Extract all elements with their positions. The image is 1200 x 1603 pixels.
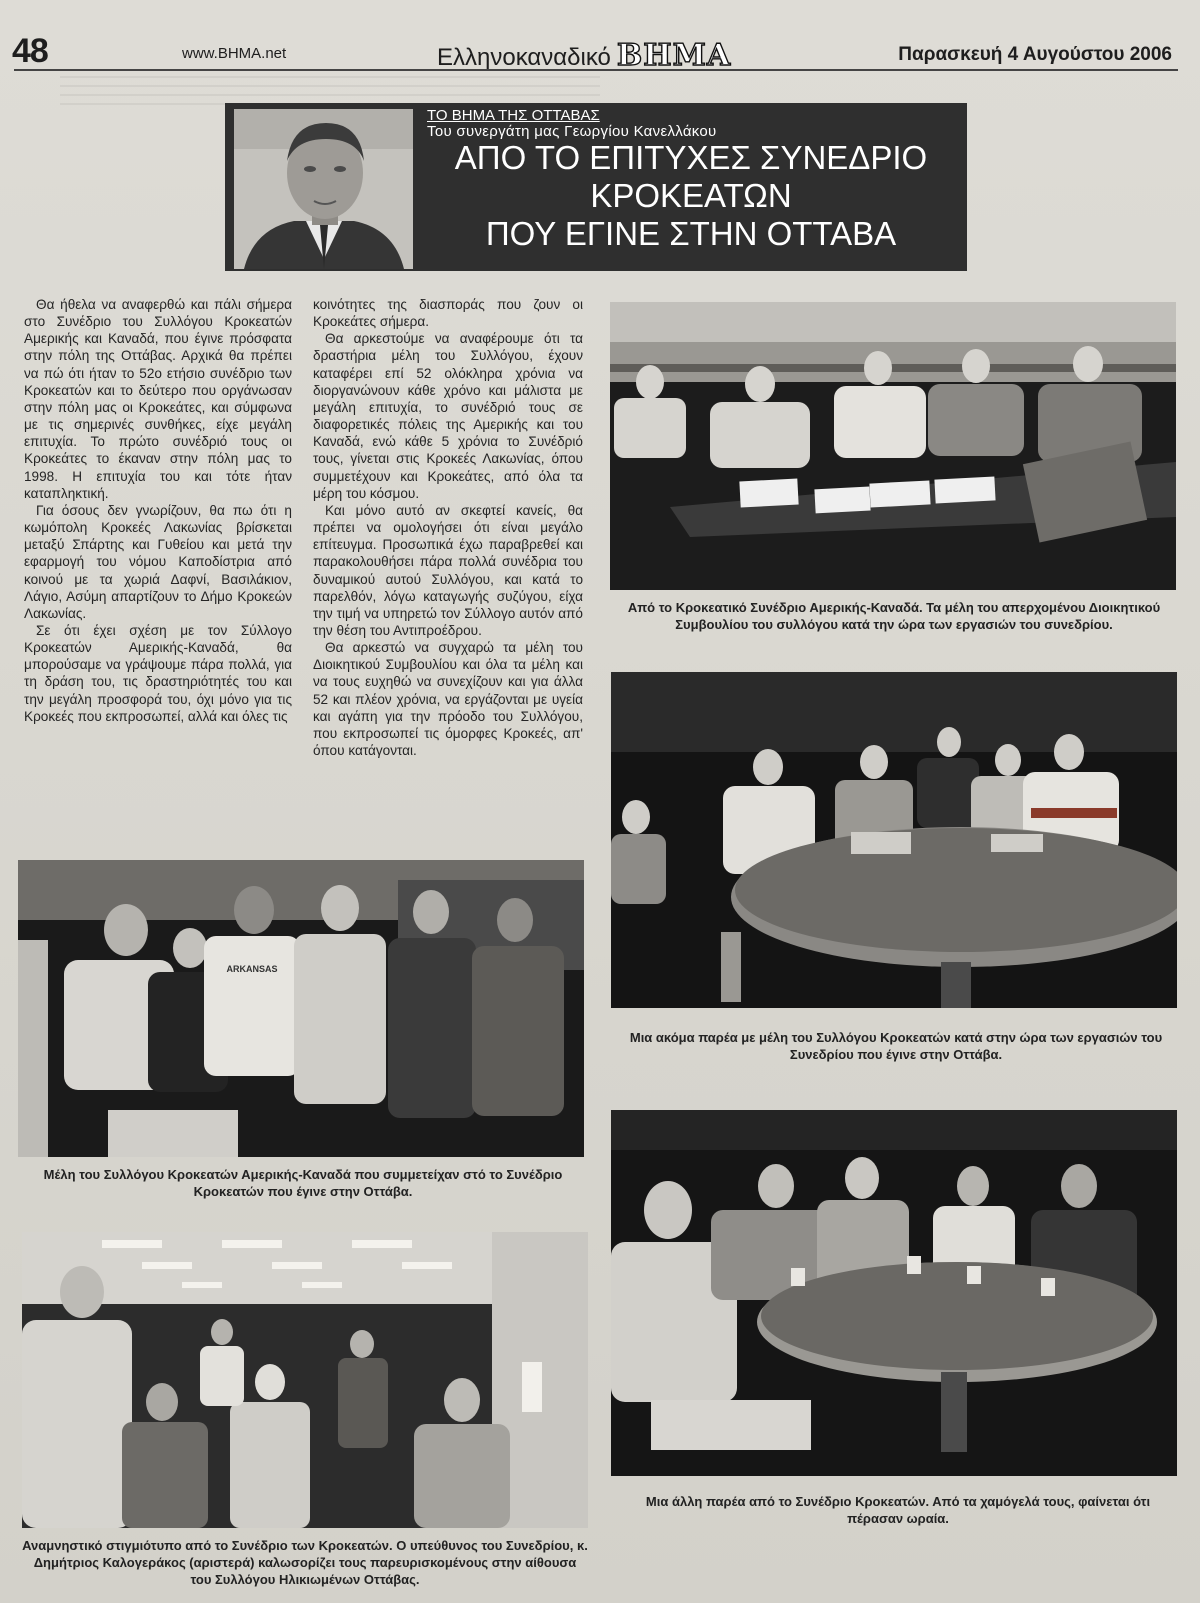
photo-caption: Μέλη του Συλλόγου Κροκεατών Αμερικής-Καναδά που συμμετείχαν στό το Συνέδριο Κροκεατών που έγινε στην Οττάβα. [43, 1167, 563, 1199]
author-portrait [234, 109, 413, 269]
article-paragraph: Θα ήθελα να αναφερθώ και πάλι σήμερα στο Συνέδριο του Συλλόγου Κροκεατών Αμερικής και Καναδά, που έγινε πρόσφατα στην πόλη της Οττάβας. Αρχικά θα πρέπει να πώ ότι ήταν το 52ο ετήσιο συνέδριο των Κροκεατών και το δεύτερο που οργάνωσαν στην πόλη μας οι Κροκεάτες, και σύμφωνα με τις σημερινές συνθήκες, είχε μεγάλη επιτυχία. Το πρώτο συνέδριό τους οι Κροκεάτες το έκαναν στην πόλη μας το 1998. Η επιτυχία του και τότε ήταν καταπληκτική. [24, 297, 292, 501]
photo-group-members [18, 860, 584, 1157]
article-column-2 [313, 296, 583, 759]
headline-line: ΚΡΟΚΕΑΤΩΝ [590, 177, 792, 214]
photo-round-table [611, 672, 1177, 1008]
article-paragraph: Θα αρκεστούμε να αναφέρουμε ότι τα δραστήρια μέλη του Συλλόγου, έχουν καταφέρει επί 52 ολόκληρα χρόνια να διοργανώνουν κάθε χρόνο και μάλιστα με μεγάλη επιτυχία, το συνέδριό τους σε διαφορετικές πόλεις της Αμερικής και του Καναδά, ενώ κάθε 5 χρόνια το Συνέδριό τους, γίνεται στις Κροκεές Λακωνίας, όπου συμμετέχουν και Κροκεάτες, από όλα τα μέρη του κόσμου. [313, 331, 583, 501]
byline: Του συνεργάτη μας Γεωργίου Κανελλάκου [427, 123, 717, 140]
photo-board-members [610, 302, 1176, 590]
headline [415, 139, 967, 253]
photo-caption: Αναμνηστικό στιγμιότυπο από το Συνέδριο των Κροκεατών. Ο υπεύθυνος του Συνεδρίου, κ. Δημήτριος Καλογεράκος (αριστερά) καλωσορίζει τους παρευρισκομένους στην αίθουσα του Συλλόγου Ηλικιωμένων Οττάβας. [22, 1538, 588, 1587]
photo-table-group [611, 1110, 1177, 1476]
photo-caption: Μια ακόμα παρέα με μέλη του Συλλόγου Κροκεατών κατά στην ώρα των εργασιών του Συνεδρίου που έγινε στην Οττάβα. [629, 1030, 1163, 1062]
article-paragraph: κοινότητες της διασποράς που ζουν οι Κροκεάτες σήμερα. [313, 297, 583, 330]
article-paragraph: Θα αρκεστώ να συγχαρώ τα μέλη του Διοικητικού Συμβουλίου και όλα τα μέλη και να τους ευχηθώ να συνεχίζουν και για άλλα 52 και πλέον χρόνια, να εργάζονται με υγεία και αγάπη για την πρόοδο του Συλλόγου, που εκπροσωπεί τις όμορφες Κροκεές, απ' όπου κατάγονται. [313, 640, 583, 759]
column-kicker: ΤΟ ΒΗΜΑ ΤΗΣ ΟΤΤΑΒΑΣ [427, 107, 600, 124]
article-column-1 [24, 296, 292, 725]
issue-date: Παρασκευή 4 Αυγούστου 2006 [898, 44, 1172, 65]
publication-prefix: Ελληνοκαναδικό [437, 44, 611, 71]
website-url: www.BHMA.net [182, 45, 287, 62]
photo-hall-welcome [22, 1232, 588, 1528]
publication-title [437, 38, 731, 73]
headline-line: ΠΟΥ ΕΓΙΝΕ ΣΤΗΝ ΟΤΤΑΒΑ [485, 215, 897, 252]
article-paragraph: Και μόνο αυτό αν σκεφτεί κανείς, θα πρέπει να ομολογήσει ότι είναι μεγάλο επίτευγμα. Προσωπικά έχω παραβρεθεί και παρακολουθήσει πάρα πολλά συνέδρια του δυναμικού αυτού Συλλόγου, και κατά το παρελθόν, λόγω καταγωγής συζύγου, είχα την τιμή να υπηρετώ τον Σύλλογο αυτόν από την θέση του Αντιπροέδρου. [313, 502, 583, 638]
header-rule [14, 69, 1178, 71]
bleed-through-texture [60, 75, 600, 105]
headline-line: ΑΠΟ ΤΟ ΕΠΙΤΥΧΕΣ ΣΥΝΕΔΡΙΟ [454, 139, 928, 176]
article-paragraph: Για όσους δεν γνωρίζουν, θα πω ότι η κωμόπολη Κροκεές Λακωνίας βρίσκεται μεταξύ Σπάρτης και Γυθείου και μετά την εφαρμογή του νόμου Καποδίστρια από κοινού με τα χωριά Δαφνί, Βασιλάκιον, Λάγιο, Ασύμη απαρτίζουν το Δήμο Κροκεών Λακωνίας. [24, 502, 292, 621]
article-banner [225, 103, 967, 271]
page-number: 48 [12, 32, 48, 70]
article-paragraph: Σε ότι έχει σχέση με τον Σύλλογο Κροκεατών Αμερικής-Καναδά, θα μπορούσαμε να γράψουμε πάρα πολλά, για τη δράση του, τις δραστηριότητές του και την μεγάλη προσφορά του, όχι μόνο για τις Κροκεές που εκπροσωπεί, αλλά και όλες τις [24, 622, 292, 724]
photo-caption: Από το Κροκεατικό Συνέδριο Αμερικής-Καναδά. Τα μέλη του απερχομένου Διοικητικού Συμβουλίου του συλλόγου κατά την ώρα των εργασιών του συνεδρίου. [627, 600, 1161, 632]
publication-brand: BHMA [616, 38, 732, 73]
photo-caption: Μια άλλη παρέα από το Συνέδριο Κροκεατών. Από τα χαμόγελά τους, φαίνεται ότι πέρασαν ωραία. [645, 1494, 1151, 1526]
shirt-text: ARKANSAS [226, 964, 278, 974]
